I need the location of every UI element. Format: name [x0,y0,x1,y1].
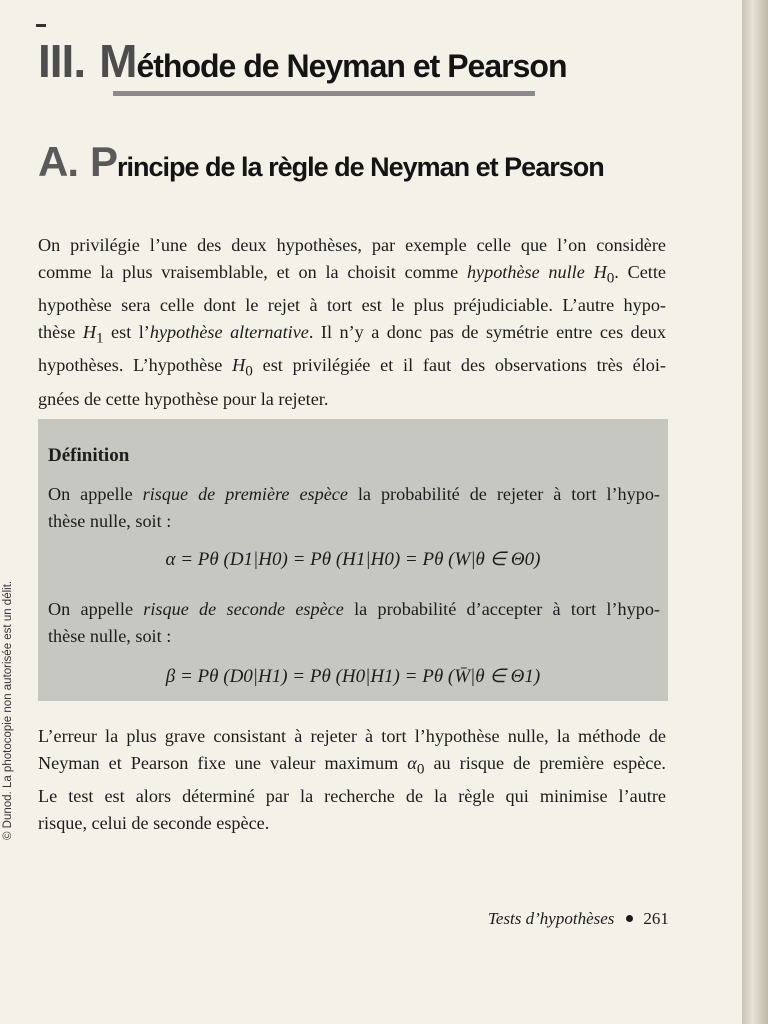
formula-alpha: α = Pθ (D1|H0) = Pθ (H1|H0) = Pθ (W|θ ∈ Θ0) [165,549,541,570]
page-number: 261 [643,909,669,928]
definition-heading: Définition [48,445,130,466]
intro-line: hypothèse sera celle dont le rejet à tort est le plus préjudiciable. L’autre hypo- [38,295,666,316]
conclusion-line: Le test est alors déterminé par la recherche de la règle qui minimise l’autre [38,786,666,807]
intro-line: comme la plus vraisemblable, et on la choisit comme hypothèse nulle $H_0$. Cette [38,261,666,287]
section-heading [38,34,566,88]
conclusion-line: risque, celui de seconde espèce. [38,813,270,834]
bullet-icon [626,915,633,922]
subsection-title-initial: P [90,138,118,185]
intro-line: thèse $H_1$ est l’hypothèse alternative. Il n’y a donc pas de symétrie entre ces deux [38,322,666,347]
section-title-initial: M [99,35,137,87]
definition-type1-text: On appelle risque de première espèce la probabilité de rejeter à tort l’hypo- thèse nulle, soit : [48,484,660,531]
conclusion-line: Neyman et Pearson fixe une valeur maximum $\alpha_0$ au risque de première espèce. [38,752,666,778]
subsection-letter: A. [38,138,78,185]
intro-paragraph [38,232,666,413]
section-underline [113,91,535,96]
intro-line: On privilégie l’une des deux hypothèses, par exemple celle que l’on considère [38,235,666,255]
subsection-heading [38,138,604,186]
conclusion-paragraph [38,723,666,837]
subsection-title: rincipe de la règle de Neyman et Pearson [117,152,604,182]
page-edge [742,0,768,1024]
intro-line: hypothèses. L’hypothèse $H_0$ est privilégiée et il faut des observations très éloi- [38,355,666,381]
footer-chapter-title: Tests d’hypothèses [488,909,615,928]
copyright-notice: © Dunod. La photocopie non autorisée est un délit. [2,580,14,840]
conclusion-line: L’erreur la plus grave consistant à rejeter à tort l’hypothèse nulle, la méthode de [38,726,666,746]
section-title: éthode de Neyman et Pearson [136,48,567,84]
intro-line: gnées de cette hypothèse pour la rejeter. [38,388,329,409]
definition-type2-text: On appelle risque de seconde espèce la probabilité d’accepter à tort l’hypo- thèse nulle, soit : [48,599,660,646]
decorative-mark [36,24,46,27]
formula-beta: β = Pθ (D0|H1) = Pθ (H0|H1) = Pθ (W̄|θ ∈ Θ1) [165,666,541,687]
section-number: III. [38,35,86,87]
page-footer [488,909,669,929]
definition-box [38,419,668,701]
